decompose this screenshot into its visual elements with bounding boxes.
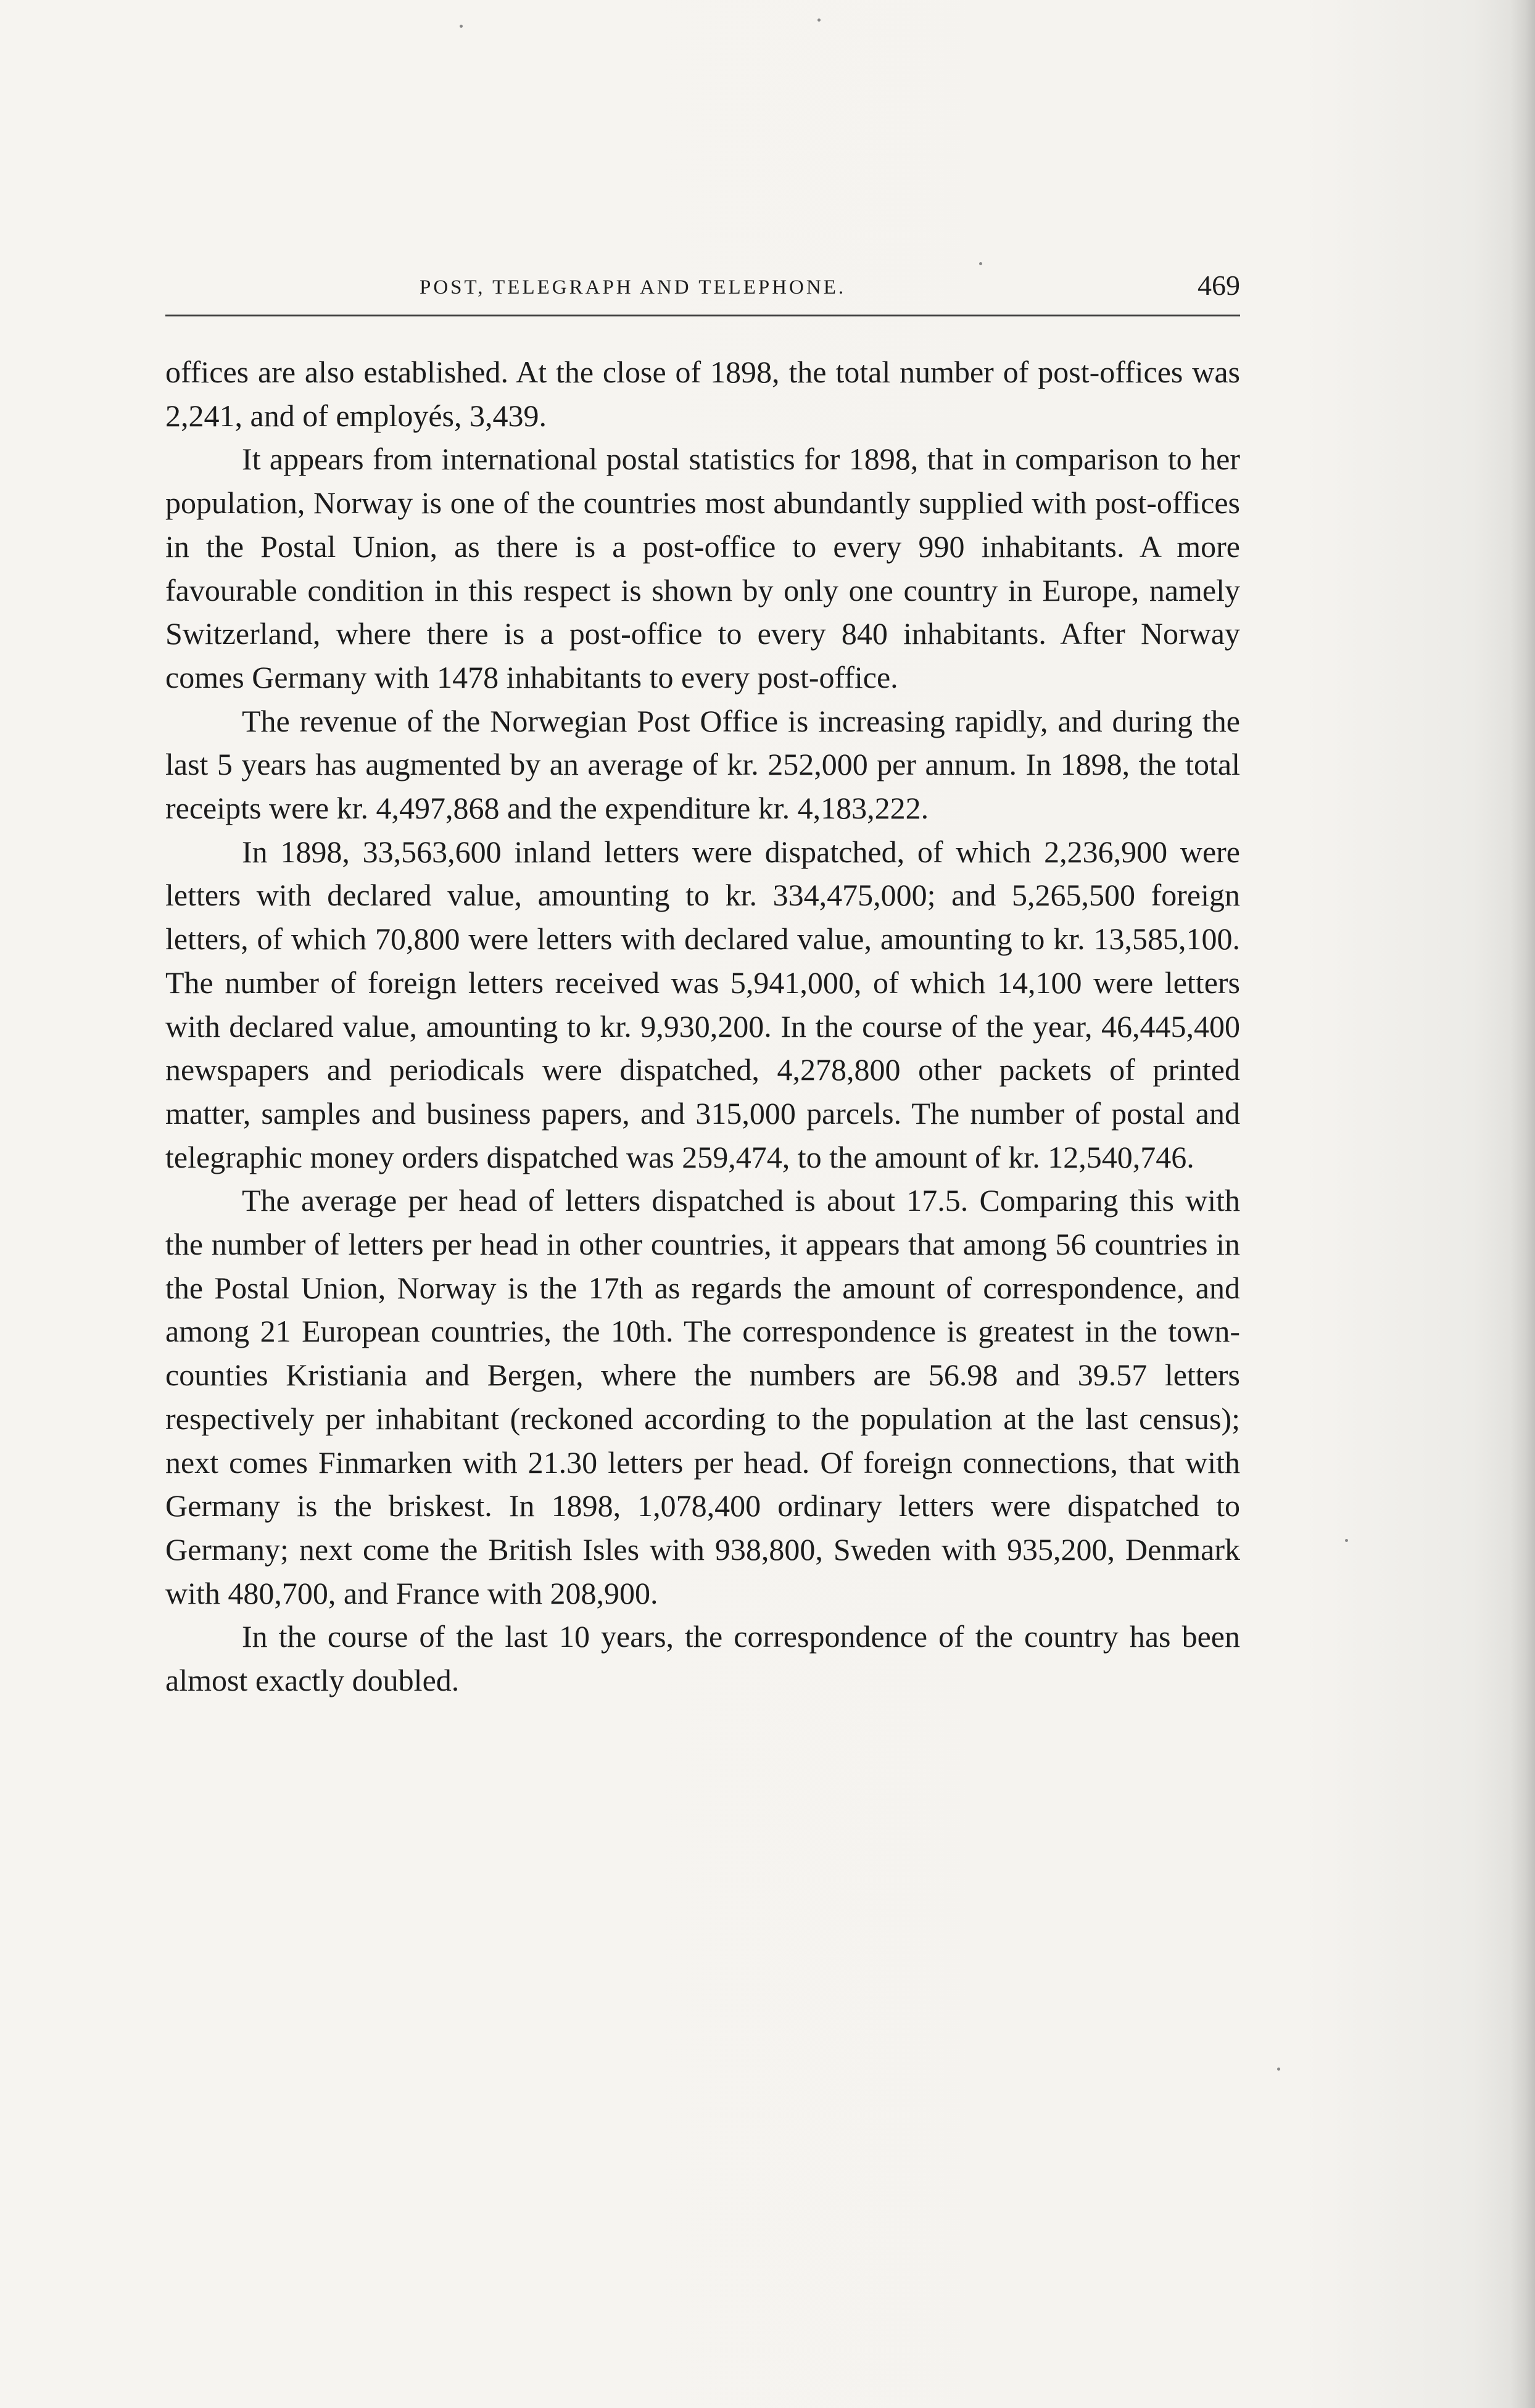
header-rule	[165, 315, 1240, 316]
paragraph: The revenue of the Norwegian Post Office is increasing rapidly, and during the last 5 years has augmented by an average of kr. 252,000 per annum. In 1898, the total receipts were kr. 4,497,868 and the expenditure kr. 4,183,222.	[165, 703, 1240, 826]
paragraph: It appears from international postal statistics for 1898, that in comparison to her population, Norway is one of the countries most abundantly supplied with post-offices in the Postal Union, as there is a post-office to every 990 inhabitants. A more favourable condition in this respect is shown by only one country in Europe, namely Switzerland, where there is a post-office to every 840 inhabitants. After Norway comes Germany with 1478 inhabitants to every post-office.	[165, 442, 1240, 695]
page-edge-shadow	[1510, 0, 1535, 2408]
page-header	[165, 269, 1240, 308]
page-number: 469	[1198, 270, 1240, 301]
body-text	[165, 350, 1240, 1702]
running-head: POST, TELEGRAPH AND TELEPHONE.	[420, 276, 846, 299]
paper-speck	[979, 262, 982, 265]
paper-speck	[817, 19, 821, 22]
paper-speck	[460, 25, 463, 28]
paragraph: In the course of the last 10 years, the correspondence of the country has been almost exactly doubled.	[165, 1619, 1240, 1698]
paper-speck	[1345, 1539, 1348, 1542]
paragraph: offices are also established. At the close of 1898, the total number of post-offices was 2,241, and of employés, 3,439.	[165, 355, 1240, 433]
paragraph: In 1898, 33,563,600 inland letters were dispatched, of which 2,236,900 were letters with declared value, amounting to kr. 334,475,000; and 5,265,500 foreign letters, of which 70,800 were letters with declared value, amounting to kr. 13,585,100. The number of foreign letters received was 5,941,000, of which 14,100 were letters with declared value, amounting to kr. 9,930,200. In the course of the year, 46,445,400 newspapers and periodicals were dispatched, 4,278,800 other packets of printed matter, samples and business papers, and 315,000 parcels. The number of postal and telegraphic money orders dispatched was 259,474, to the amount of kr. 12,540,746.	[165, 834, 1240, 1174]
paper-speck	[1277, 2068, 1280, 2071]
paragraph: The average per head of letters dispatched is about 17.5. Comparing this with the number of letters per head in other countries, it appears that among 56 countries in the Postal Union, Norway is the 17th as regards the amount of correspondence, and among 21 European countries, the 10th. The correspondence is greatest in the town-counties Kristiania and Bergen, where the numbers are 56.98 and 39.57 letters respectively per inhabitant (reckoned according to the population at the last census); next comes Finmarken with 21.30 letters per head. Of foreign connections, that with Germany is the briskest. In 1898, 1,078,400 ordinary letters were dispatched to Germany; next come the British Isles with 938,800, Sweden with 935,200, Denmark with 480,700, and France with 208,900.	[165, 1183, 1240, 1610]
